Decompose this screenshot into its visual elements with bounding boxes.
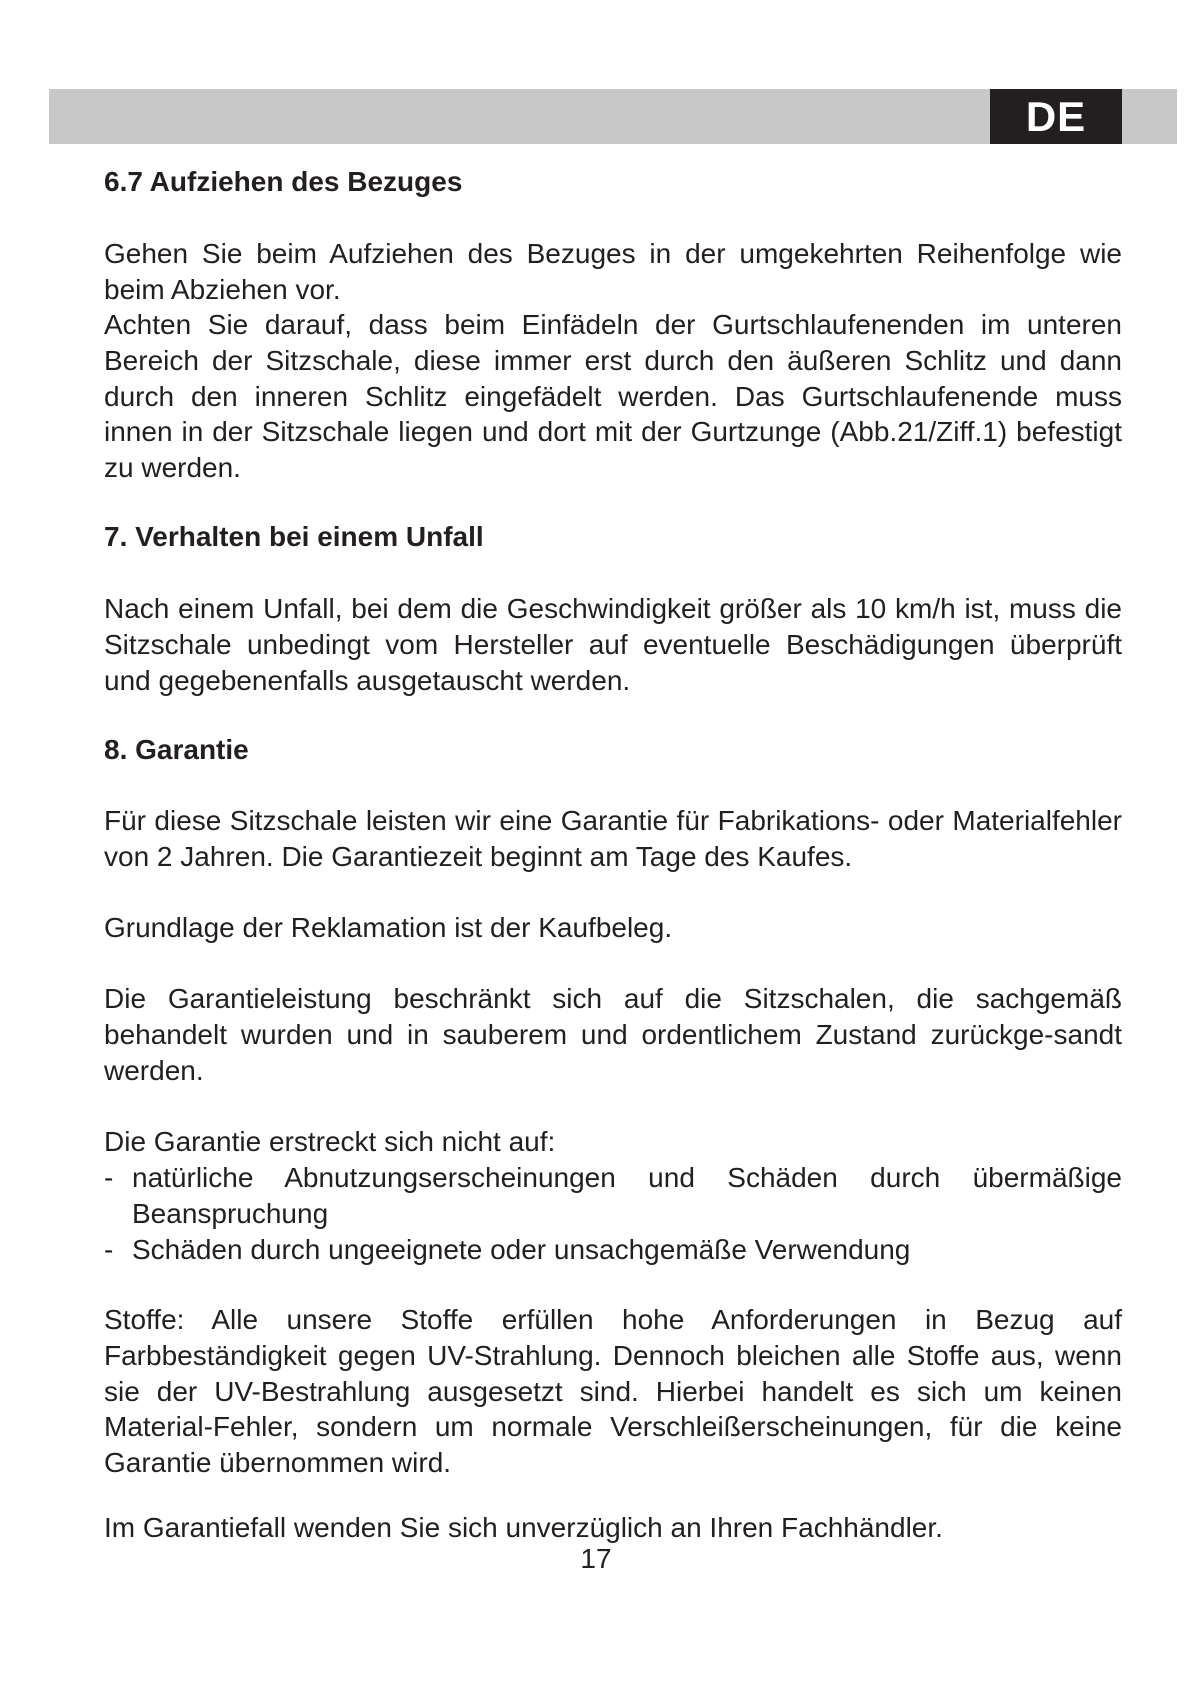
paragraph: Für diese Sitzschale leisten wir eine Garantie für Fabrikations- oder Materialfehler von 2 Jahren. Die Garantiezeit beginnt am Tage des Kaufes. <box>104 805 1122 872</box>
paragraph: Nach einem Unfall, bei dem die Geschwindigkeit größer als 10 km/h ist, muss die Sitzschale unbedingt vom Hersteller auf eventuelle Beschädigungen überprüft und gegebenenfalls ausgetauscht werden. <box>104 593 1122 696</box>
paragraph: Grundlage der Reklamation ist der Kaufbeleg. <box>104 912 673 943</box>
paragraph: Gehen Sie beim Aufziehen des Bezuges in der umgekehrten Reihenfolge wie beim Abziehen vor. <box>104 238 1122 305</box>
paragraph: Im Garantiefall wenden Sie sich unverzüglich an Ihren Fachhändler. <box>104 1512 943 1543</box>
exclusion-list <box>104 1160 1122 1267</box>
paragraph: Achten Sie darauf, dass beim Einfädeln der Gurtschlaufenenden im unteren Bereich der Sitzschale, diese immer erst durch den äußeren Schlitz und dann durch den inneren Schlitz eingefädelt werden. Das Gurtschlaufenende muss innen in der Sitzschale liegen und dort mit der Gurtzunge (Abb.21/Ziff.1) befestigt zu werden. <box>104 309 1122 484</box>
section-heading-8: 8. Garantie <box>104 734 249 765</box>
page-number: 17 <box>580 1543 612 1574</box>
list-dash: - <box>104 1233 114 1265</box>
list-item <box>104 1160 1122 1232</box>
paragraph: Stoffe: Alle unsere Stoffe erfüllen hohe Anforderungen in Bezug auf Farbbeständigkeit gegen UV-Strahlung. Dennoch bleichen alle Stoffe aus, wenn sie der UV-Bestrahlung ausgesetzt sind. Hierbei handelt es sich um keinen Material-Fehler, sondern um normale Verschleißerscheinungen, für die keine Garantie übernommen wird. <box>104 1304 1122 1479</box>
paragraph: Die Garantie erstreckt sich nicht auf: <box>104 1126 556 1157</box>
list-item-text: Schäden durch ungeeignete oder unsachgemäße Verwendung <box>132 1233 911 1265</box>
language-badge: DE <box>990 89 1122 144</box>
list-item-text: natürliche Abnutzungserscheinungen und Schäden durch übermäßige Beanspruchung <box>132 1162 1122 1229</box>
paragraph: Die Garantieleistung beschränkt sich auf die Sitzschalen, die sachgemäß behandelt wurden und in sauberem und ordentlichem Zustand zurückge-sandt werden. <box>104 983 1122 1086</box>
section-heading-6-7: 6.7 Aufziehen des Bezuges <box>104 166 463 197</box>
list-dash: - <box>104 1162 114 1193</box>
list-item <box>104 1232 1122 1268</box>
section-heading-7: 7. Verhalten bei einem Unfall <box>104 521 484 552</box>
